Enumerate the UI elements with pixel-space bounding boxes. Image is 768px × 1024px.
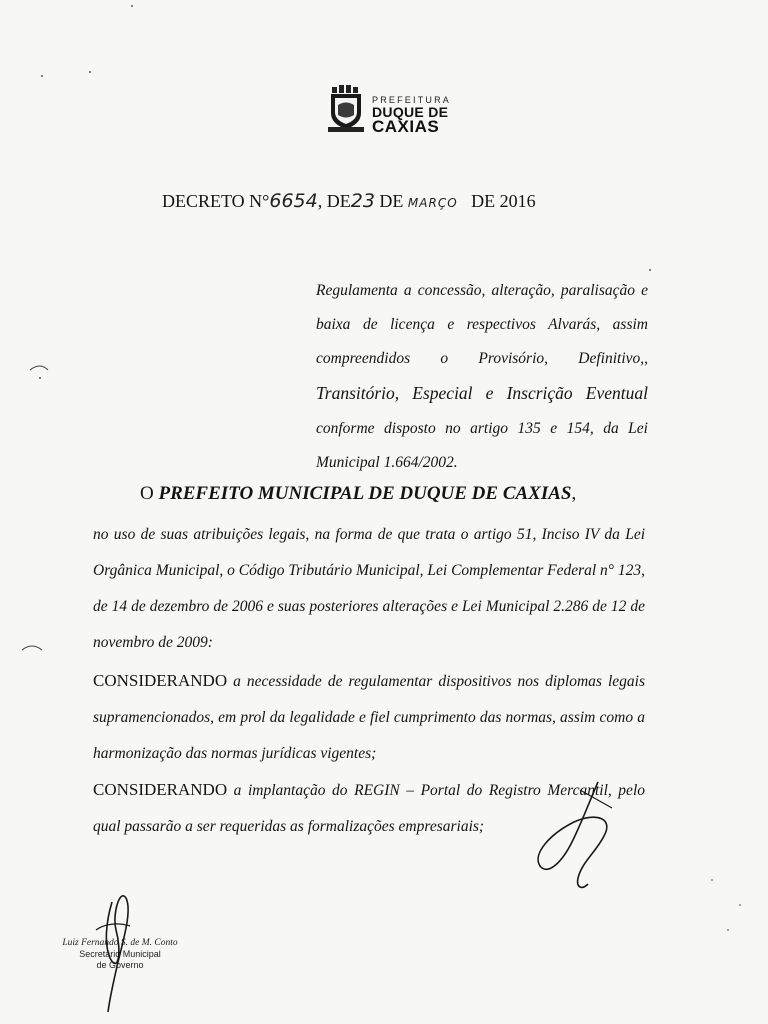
ementa-part3: conforme disposto no artigo 135 e 154, da Lei Municipal 1.664/2002.: [316, 420, 648, 471]
preamble-paragraph: no uso de suas atribuições legais, na forma de que trata o artigo 51, Inciso IV da Lei Orgânica Municipal, o Código Tributário Municipal, Lei Complementar Federal n° 123, de 14 de dezembro de 2006 e suas posteriores alterações e Lei Municipal 2.286 de 12 de novembro de 2009:: [93, 526, 645, 651]
decree-year: DE 2016: [471, 191, 536, 211]
considerando-label: CONSIDERANDO: [93, 671, 228, 690]
preamble-lead: O: [140, 483, 159, 504]
preamble-title: PREFEITO MUNICIPAL DE DUQUE DE CAXIAS: [158, 483, 572, 504]
logo-caxias-text: CAXIAS: [372, 117, 440, 136]
logo-duque-text: DUQUE DE: [372, 104, 449, 120]
decree-number: 6654: [269, 190, 318, 212]
preamble-comma: ,: [571, 483, 577, 504]
decree-day: 23: [350, 190, 375, 212]
considerando-text: a necessidade de regulamentar dispositivos nos diplomas legais supramencionados, em prol da legalidade e fiel cumprimento das normas, assim como a harmonização das normas jurídicas vigentes;: [93, 673, 645, 762]
punch-mark-icon: [22, 646, 42, 650]
decree-sep2: DE: [374, 191, 408, 211]
signatory-department: de Governo: [96, 960, 144, 970]
punch-mark-icon: [30, 366, 48, 370]
signatory-role: Secretário Municipal: [79, 949, 161, 959]
logo-prefeitura-text: PREFEITURA: [372, 95, 452, 105]
decree-sep1: , DE: [317, 191, 351, 211]
signatory-name: Luiz Fernando S. de M. Conto: [62, 938, 178, 948]
ementa-part1: Regulamenta a concessão, alteração, paralisação e baixa de licença e respectivos Alvarás, assim compreendidos o Provisório, Definitivo,,: [316, 282, 648, 367]
ementa-part2: Transitório, Especial e Inscrição Eventual: [316, 383, 648, 403]
decree-month: MARÇO: [407, 196, 458, 210]
considerando-text: a implantação do REGIN – Portal do Registro Mercantil, pelo qual passarão a ser requeridas as formalizações empresariais;: [93, 782, 645, 835]
secretary-signature-icon: [106, 896, 128, 1012]
considerando-label: CONSIDERANDO: [93, 780, 228, 799]
decree-prefix: DECRETO N°: [162, 191, 270, 211]
rubric-signature-icon: [538, 782, 607, 887]
